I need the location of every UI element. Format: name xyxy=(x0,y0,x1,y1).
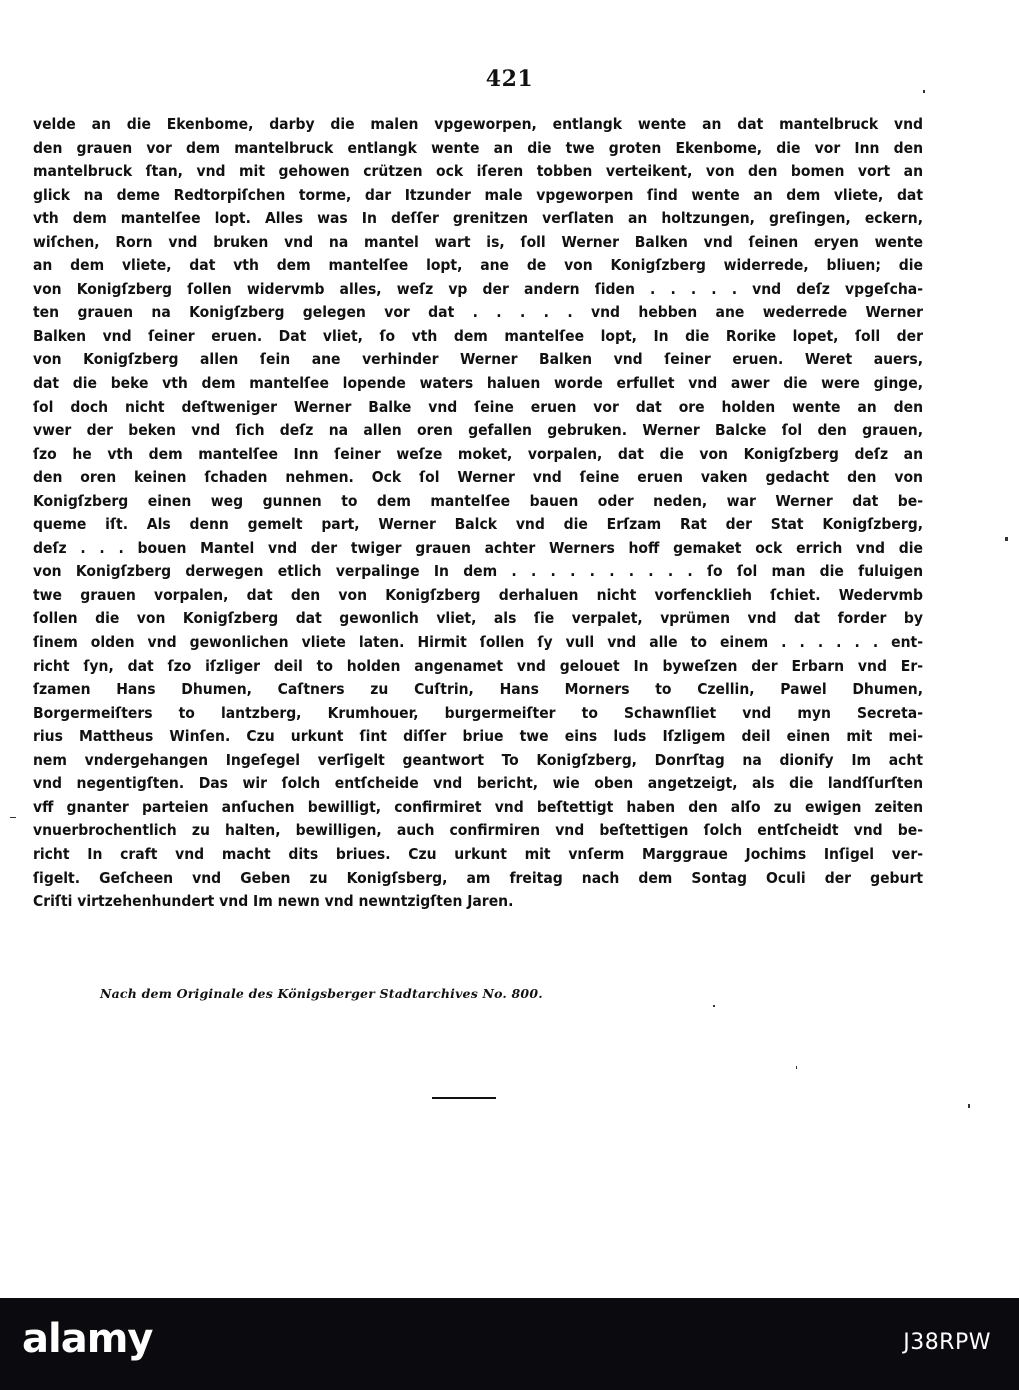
text-line: dat die beke vth dem mantelſee lopende waters haluen worde erfullet vnd awer die were ginge, xyxy=(33,374,923,393)
scan-speck xyxy=(10,817,16,818)
text-line: glick na deme Redtorpiſchen torme, dar Itzunder male vpgeworpen ſind wente an dem vliete, dat xyxy=(33,185,923,204)
text-line: Criſti virtzehenhundert vnd Im newn vnd newntzigſten Jaren. xyxy=(33,892,514,911)
text-line: den oren keinen ſchaden nehmen. Ock ſol Werner vnd ſeine eruen vaken gedacht den von xyxy=(33,468,923,487)
text-line: deſz . . . bouen Mantel vnd der twiger grauen achter Werners hoff gemaket ock errich vnd die xyxy=(33,538,923,557)
text-line: vnuerbrochentlich zu halten, bewilligen, auch confirmiren vnd beſtettigen ſolch entſcheidt vnd be- xyxy=(33,821,923,840)
document-body xyxy=(33,113,923,914)
text-line: ſinem olden vnd gewonlichen vliete laten. Hirmit ſollen ſy vull vnd alle to einem . . . . . . ent- xyxy=(33,633,923,652)
text-line: richt ſyn, dat ſzo iſzliger deil to holden angenamet vnd gelouet In byweſzen der Erbarn vnd Er- xyxy=(33,656,923,675)
scan-speck xyxy=(713,1005,715,1007)
text-line: nem vndergehangen Ingeſegel verſigelt geantwort To Konigſzberg, Donrſtag na dionify Im acht xyxy=(33,750,923,769)
text-line: wiſchen, Rorn vnd bruken vnd na mantel wart is, ſoll Werner Balken vnd ſeinen erуen wente xyxy=(33,232,923,251)
text-line: velde an die Ekenbome, darby die malen vpgeworpen, entlangk wente an dat mantelbruck vnd xyxy=(33,115,923,133)
scan-speck xyxy=(1005,537,1008,541)
text-line: den grauen vor dem mantelbruck entlangk wente an die twe groten Ekenbome, die vor Inn den xyxy=(33,138,923,157)
text-line: Balken vnd ſeiner eruen. Dat vliet, ſo vth dem mantelſee lopt, In die Rorike lopet, ſoll der xyxy=(33,326,923,345)
text-line: ſollen die von Konigſzberg dat gewonlich vliet, als ſie verpalet, vprümen vnd dat forder by xyxy=(33,609,923,628)
text-line: von Konigſzberg derwegen etlich verpalinge In dem . . . . . . . . . . ſo ſol man die fuluigen xyxy=(33,562,923,581)
text-line: queme iſt. Als denn gemelt part, Werner Balck vnd die Erſzam Rat der Stat Konigſzberg, xyxy=(33,515,923,534)
text-line: ſigelt. Geſcheen vnd Geben zu Konigſsberg, am freitag nach dem Sontag Oculi der geburt xyxy=(33,868,923,887)
end-rule-divider xyxy=(432,1097,496,1099)
text-line: Konigſzberg einen weg gunnen to dem mantelſee bauen oder neden, war Werner dat be- xyxy=(33,491,923,510)
text-line: Borgermeiſters to lantzberg, Krumhouer, burgermeiſter to Schawnſliet vnd myn Secreta- xyxy=(33,703,923,722)
text-line: rius Mattheus Winſen. Czu urkunt ſint diſſer briue twe eins luds Iſzligem deil einen mit mei- xyxy=(33,727,923,746)
scan-speck xyxy=(923,90,925,93)
text-line: richt In craft vnd macht dits briues. Czu urkunt mit vnſerm Marggraue Jochims Inſigel ver- xyxy=(33,844,923,863)
text-line: twe grauen vorpalen, dat den von Konigſzberg derhaluen nicht vorfencklieh ſchiet. Wedervmb xyxy=(33,585,923,604)
text-line: ſzamen Hans Dhumen, Caſtners zu Cuſtrin, Hans Morners to Czellin, Pawel Dhumen, xyxy=(33,680,923,699)
text-line: ſzo he vth dem mantelſee Inn ſeiner weſze moket, vorpalen, dat die von Konigſzberg deſz an xyxy=(33,444,923,463)
text-line: vth dem mantelſee lopt. Alles was In deſſer grenitzen verſlaten an holtzungen, greſingen, eckern, xyxy=(33,209,923,228)
text-line: von Konigſzberg allen ſein ane verhinder Werner Balken vnd ſeiner eruen. Weret auers, xyxy=(33,350,923,369)
text-line: ten grauen na Konigſzberg gelegen vor dat . . . . . vnd hebben ane wederrede Werner xyxy=(33,303,923,322)
brand-logo: alamy xyxy=(22,1316,153,1362)
text-line: vwer der beken vnd ſich deſz na allen oren gefallen gebruken. Werner Balcke ſol den grauen, xyxy=(33,421,923,440)
text-line: mantelbruck ſtan, vnd mit gehowen crützen ock iſeren tobben verteikent, von den bomen vort an xyxy=(33,162,923,181)
text-line: an dem vliete, dat vth dem mantelſee lopt, ane de von Konigſzberg widerrede, bliuen; die xyxy=(33,256,923,275)
text-line: vff gnanter parteien anſuchen bewilligt, confirmiret vnd beſtettigt haben den alſo zu ewigen zeiten xyxy=(33,797,923,816)
text-line: vnd negentigſten. Das wir ſolch entſcheide vnd bericht, wie oben angetzeigt, als die landſſurſten xyxy=(33,774,923,793)
watermark-footer xyxy=(0,1298,1019,1390)
scan-speck xyxy=(796,1066,797,1069)
source-note: Nach dem Originale des Königsberger Stadtarchives No. 800. xyxy=(100,986,543,1001)
scan-speck xyxy=(968,1104,970,1108)
text-line: ſol doch nicht deſtweniger Werner Balke vnd ſeine eruen vor dat ore holden wente an den xyxy=(33,397,923,416)
image-id: J38RPW xyxy=(903,1330,991,1355)
text-line: von Konigſzberg ſollen widervmb alles, weſz vp der andern ſiden . . . . . vnd deſz vpgeſcha- xyxy=(33,279,923,298)
page-number: 421 xyxy=(485,66,534,92)
